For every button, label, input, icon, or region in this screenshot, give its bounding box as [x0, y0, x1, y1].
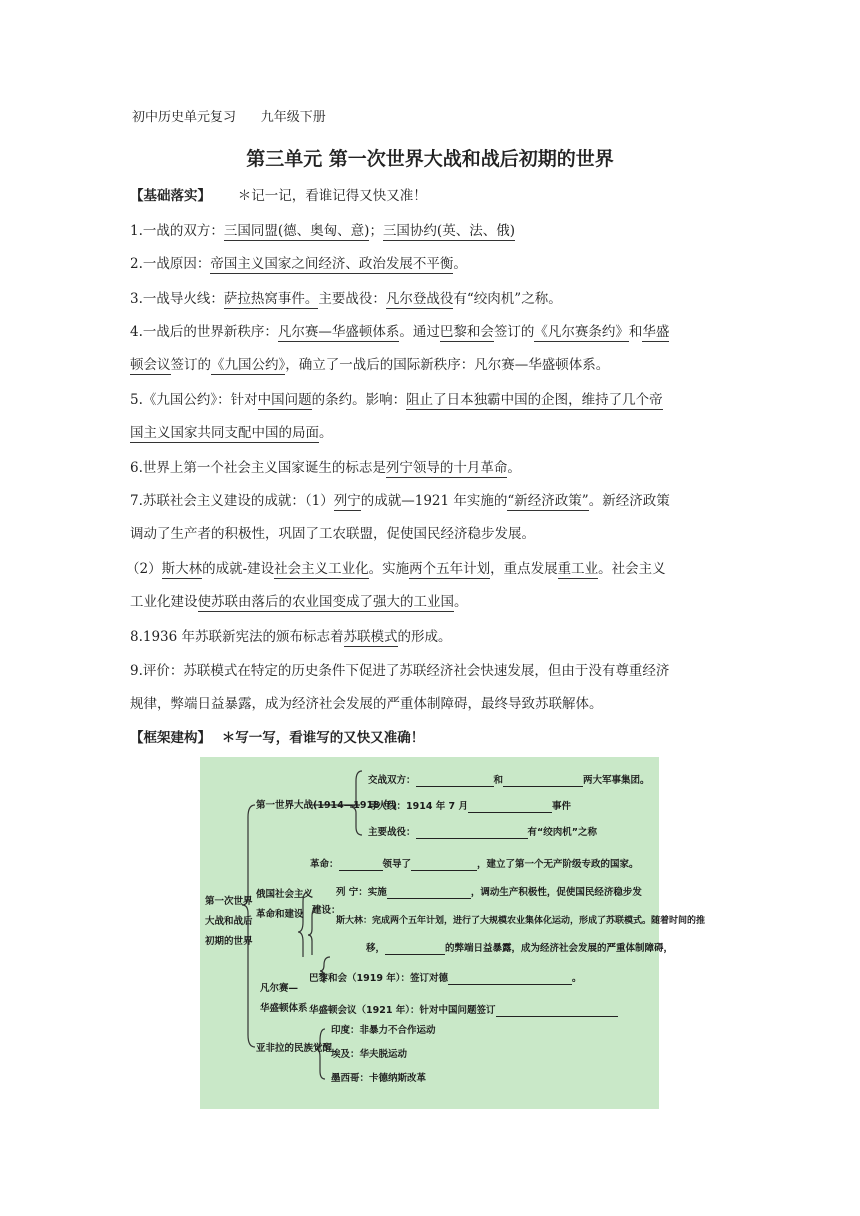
- india-item: 印度：非暴力不合作运动: [331, 1025, 436, 1036]
- item-7-part2: （2）斯大林的成就-建设社会主义工业化。实施两个五年计划，重点发展重工业。社会主义: [126, 561, 666, 577]
- ww1-battle: 主要战役： 有“绞肉机”之称: [368, 827, 598, 838]
- lenin-line: 列 宁：实施 ，调动生产积极性，促使国民经济稳步发: [336, 887, 642, 898]
- section-note: ＊记一记，看谁记得又快又准！: [237, 188, 427, 204]
- stalin-line-2: 移， 的弊端日益暴露，成为经济社会发展的严重体制障碍，: [366, 943, 674, 954]
- section-tag: 【基础落实】: [130, 188, 211, 204]
- item-5-cont: 国主义国家共同支配中国的局面。: [130, 425, 333, 441]
- item-6: 6.世界上第一个社会主义国家诞生的标志是列宁领导的十月革命。: [130, 460, 521, 476]
- versailles-node: 凡尔赛— 华盛顿体系: [260, 983, 308, 1014]
- item-3: 3.一战导火线：萨拉热窝事件。主要战役：凡尔登战役有“绞肉机”之称。: [130, 291, 562, 307]
- item-5: 5.《九国公约》：针对中国问题的条约。影响：阻止了日本独霸中国的企图，维持了几个帝: [130, 392, 663, 408]
- soviet-build: 建设：: [312, 905, 341, 916]
- ww1-node: 第一世界大战(1914—1918 年): [256, 800, 397, 811]
- header: 初中历史单元复习 九年级下册: [132, 110, 326, 125]
- item-1: 1.一战的双方：三国同盟(德、奥匈、意)；三国协约(英、法、俄): [130, 223, 515, 239]
- ww1-fuse: 导火线：1914 年 7 月 事件: [368, 801, 571, 812]
- washington-conference: 华盛顿会议（1921 年）：针对中国问题签订: [309, 1005, 618, 1017]
- root-node: 第一次世界 大战和战后 初期的世界: [205, 896, 253, 947]
- item-2: 2.一战原因：帝国主义国家之间经济、政治发展不平衡。: [130, 256, 467, 272]
- egypt-item: 埃及：华夫脱运动: [331, 1049, 408, 1060]
- item-7-cont: 调动了生产者的积极性，巩固了工农联盟，促使国民经济稳步发展。: [130, 526, 535, 542]
- soviet-revolution: 革命： 领导了 ，建立了第一个无产阶级专政的国家。: [310, 859, 639, 870]
- page-title: 第三单元 第一次世界大战和战后初期的世界: [246, 148, 614, 170]
- asia-africa-latam-node: 亚非拉的民族觉醒: [256, 1043, 333, 1054]
- item-9-cont: 规律，弊端日益暴露，成为经济社会发展的严重体制障碍，最终导致苏联解体。: [130, 696, 603, 712]
- mexico-item: 墨西哥：卡德纳斯改革: [331, 1073, 427, 1084]
- knowledge-framework-diagram: [200, 757, 706, 1109]
- item-7: 7.苏联社会主义建设的成就：（1）列宁的成就—1921 年实施的“新经济政策”。新经济政策: [130, 493, 670, 509]
- item-7-part2-cont: 工业化建设使苏联由落后的农业国变成了强大的工业国。: [130, 594, 468, 610]
- section-tag: 【框架建构】: [130, 730, 211, 746]
- ww1-sides: 交战双方： 和 两大军事集团。: [368, 775, 650, 786]
- item-9: 9.评价：苏联模式在特定的历史条件下促进了苏联经济社会快速发展，但由于没有尊重经济: [130, 663, 670, 679]
- item-4: 4.一战后的世界新秩序：凡尔赛—华盛顿体系。通过巴黎和会签订的《凡尔赛条约》和华盛: [130, 324, 670, 340]
- soviet-node: 俄国社会主义 革命和建设: [256, 889, 314, 920]
- paris-conference: 巴黎和会（1919 年）：签订对德 。: [309, 973, 582, 984]
- section-note: ＊写一写，看谁写的又快又准确！: [221, 730, 425, 746]
- stalin-line: 斯大林：完成两个五年计划，进行了大规模农业集体化运动，形成了苏联模式。随着时间的推: [336, 916, 706, 926]
- section-basics: [130, 186, 730, 206]
- item-4-cont: 顿会议签订的《九国公约》，确立了一战后的国际新秩序：凡尔赛—华盛顿体系。: [130, 357, 610, 373]
- item-8: 8.1936 年苏联新宪法的颁布标志着苏联模式的形成。: [130, 629, 452, 645]
- section-framework: [130, 728, 730, 748]
